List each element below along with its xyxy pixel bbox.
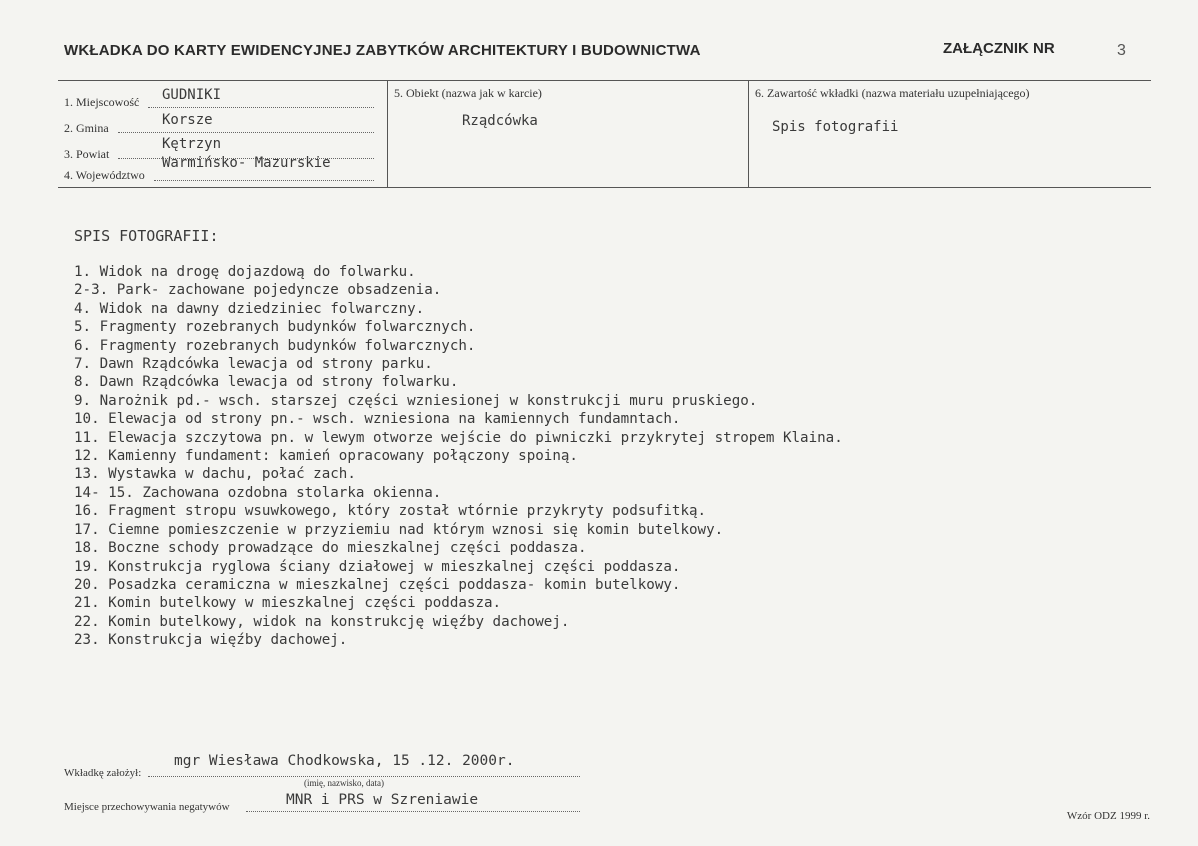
author-dots [148,776,580,777]
list-item: 4. Widok na dawny dziedziniec folwarczny. [74,300,425,317]
list-item: 14- 15. Zachowana ozdobna stolarka okienna. [74,484,442,501]
county-value: Kętrzyn [162,136,222,152]
storage-label: Miejsce przechowywania negatywów [64,801,230,813]
list-item: 20. Posadzka ceramiczna w mieszkalnej części poddasza- komin butelkowy. [74,576,681,593]
commune-label: 2. Gmina [64,121,109,135]
table-top-border [58,80,1151,81]
list-item: 10. Elewacja od strony pn.- wsch. wzniesiona na kamiennych fundamntach. [74,411,681,428]
list-item: 6. Fragmenty rozebranych budynków folwarcznych. [74,337,476,354]
photo-list [74,263,843,650]
annex-number: 3 [1117,42,1126,59]
column-divider-1 [387,80,388,187]
list-item: 8. Dawn Rządcówka lewacja od strony folwarku. [74,374,459,391]
list-item: 22. Komin butelkowy, widok na konstrukcję więźby dachowej. [74,613,570,630]
voivodeship-dots [154,180,374,181]
photo-list-title: SPIS FOTOGRAFII: [74,227,219,245]
list-item: 12. Kamienny fundament: kamień opracowany połączony spoiną. [74,448,578,465]
list-item: 9. Narożnik pd.- wsch. starszej części wzniesionej w konstrukcji muru pruskiego. [74,392,758,409]
voivodeship-value: Warmińsko- Mazurskie [162,155,331,171]
town-dots [148,107,374,108]
list-item: 17. Ciemne pomieszczenie w przyziemiu nad którym wznosi się komin butelkowy. [74,521,724,538]
content-value: Spis fotografii [772,119,899,135]
list-item: 13. Wystawka w dachu, połać zach. [74,466,356,483]
object-value: Rządcówka [462,113,538,129]
storage-dots [246,811,580,812]
list-item: 5. Fragmenty rozebranych budynków folwarcznych. [74,319,476,336]
list-item: 7. Dawn Rządcówka lewacja od strony parku. [74,356,433,373]
list-item: 21. Komin butelkowy w mieszkalnej części poddasza. [74,595,502,612]
list-item: 18. Boczne schody prowadzące do mieszkalnej części poddasza. [74,540,587,557]
commune-value: Korsze [162,112,213,128]
commune-dots [118,132,374,133]
column-divider-2 [748,80,749,187]
list-item: 11. Elewacja szczytowa pn. w lewym otworze wejście do piwniczki przykrytej stropem Klaina. [74,429,843,446]
list-item: 23. Konstrukcja więźby dachowej. [74,632,348,649]
county-label: 3. Powiat [64,147,110,161]
list-item: 1. Widok na drogę dojazdową do folwarku. [74,264,416,280]
list-item: 2-3. Park- zachowane pojedyncze obsadzenia. [74,282,442,299]
list-item: 16. Fragment stropu wsuwkowego, który został wtórnie przykryty podsufitką. [74,503,707,520]
town-label: 1. Miejscowość [64,95,140,109]
author-value: mgr Wiesława Chodkowska, 15 .12. 2000r. [174,753,515,769]
author-label: Wkładkę założył: [64,767,142,779]
content-label: 6. Zawartość wkładki (nazwa materiału uzupełniającego) [755,86,1030,100]
voivodeship-label: 4. Województwo [64,168,145,182]
storage-value: MNR i PRS w Szreniawie [286,792,479,808]
document-title: WKŁADKA DO KARTY EWIDENCYJNEJ ZABYTKÓW ARCHITEKTURY I BUDOWNICTWA [64,42,701,59]
town-value: GUDNIKI [162,87,222,103]
list-item: 19. Konstrukcja ryglowa ściany działowej w mieszkalnej części poddasza. [74,558,681,575]
table-bottom-border [58,187,1151,188]
object-label: 5. Obiekt (nazwa jak w karcie) [394,86,542,100]
author-hint: (imię, nazwisko, data) [304,778,384,788]
annex-label: ZAŁĄCZNIK NR [943,40,1055,57]
form-code: Wzór ODZ 1999 r. [1066,810,1150,822]
